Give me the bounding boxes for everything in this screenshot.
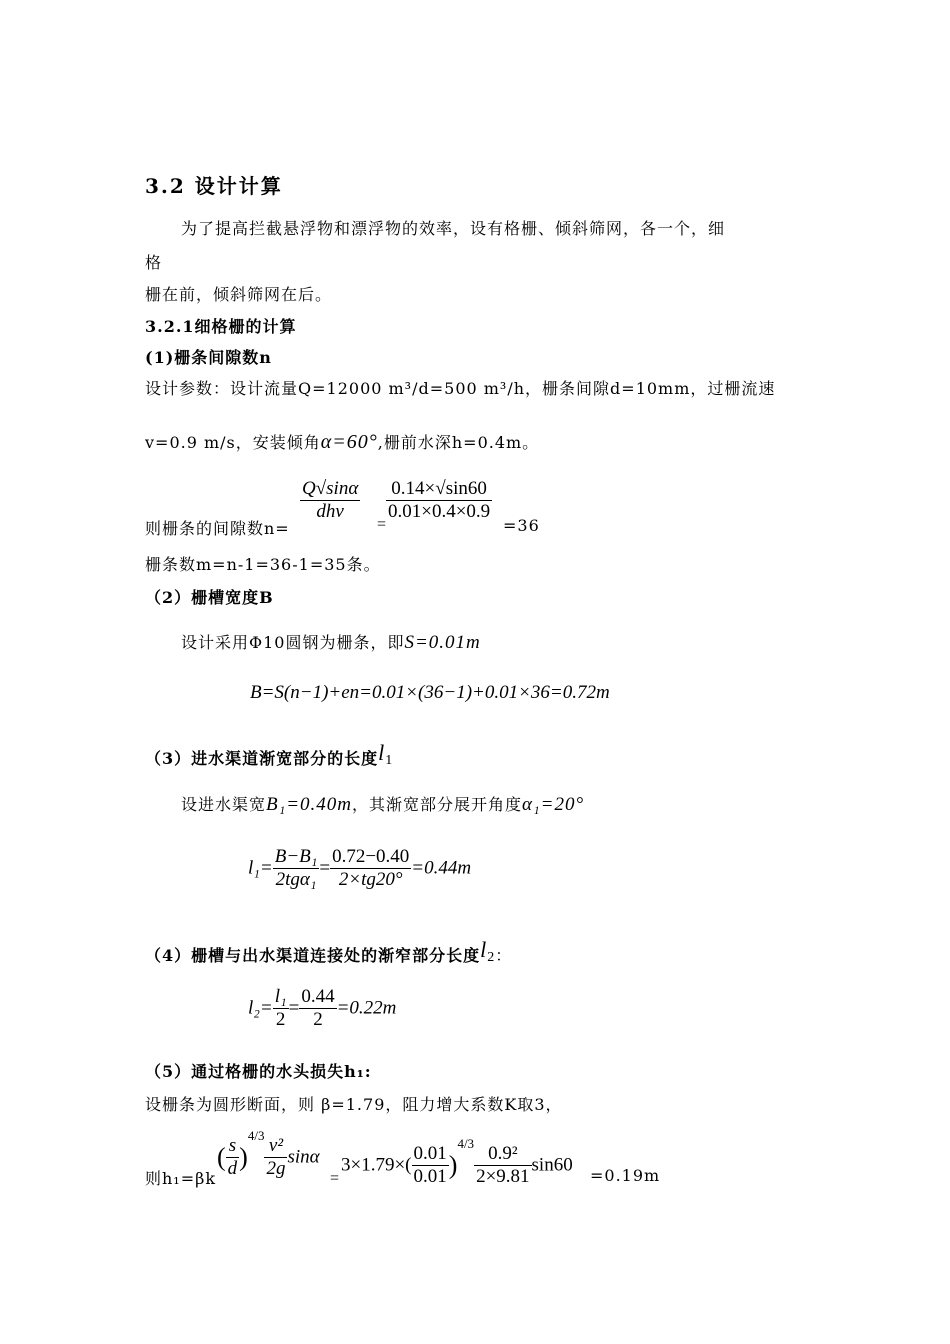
l1-result: =0.44m [411, 857, 472, 879]
l1-fraction-1 [273, 846, 320, 891]
intro-line-2: 格 [145, 253, 163, 272]
l1-equals: = [319, 857, 331, 879]
exponent-4-3-numeric: 4/3 [457, 1136, 475, 1151]
l2-lhs: l₂= [248, 997, 273, 1019]
l2-subscript: 2 [487, 950, 496, 965]
bar-count-line: 栅条数m=n-1=36-1=35条。 [145, 555, 381, 574]
outlet-heading-colon: ： [495, 946, 513, 965]
l2-num-2: 0.44 [301, 986, 335, 1007]
fraction-denominator: dhv [316, 501, 344, 522]
spread-angle-formula: α₁=20° [522, 794, 585, 815]
intro-line-3: 栅在前，倾斜筛网在后。 [145, 285, 333, 304]
bar-material-line [181, 630, 481, 654]
l1-num-2: 0.72−0.40 [332, 846, 410, 867]
l2-fraction-1 [273, 986, 289, 1031]
outlet-heading-text: （4）栅槽与出水渠道连接处的渐窄部分长度 [145, 946, 481, 965]
inlet-text-b: ，其渐宽部分展开角度 [352, 795, 523, 814]
exponent-4-3: 4/3 [247, 1128, 265, 1143]
section-title: 3.2 设计计算 [145, 174, 283, 198]
bar-shape-line: 设栅条为圆形断面，则 β=1.79，阻力增大系数K取3， [145, 1095, 563, 1114]
gap-count-label: 则栅条的间隙数n= [145, 519, 290, 538]
inlet-width-formula: B₁=0.40m [266, 794, 353, 815]
d-den: d [227, 1158, 238, 1180]
ratio-num: 0.01 [413, 1143, 447, 1165]
gap-count-formula [300, 478, 360, 523]
l1-fraction-2 [330, 846, 411, 891]
angle-formula: α=60° [320, 431, 378, 453]
l2-formula [248, 986, 396, 1031]
gap-equals: = [377, 516, 387, 533]
fraction-denominator-numeric: 0.01×0.4×0.9 [388, 501, 491, 522]
heading-outlet-narrowing [145, 937, 512, 966]
head-loss-general-formula: ( $\frac{s}{d}$ )$^{4/3}$ $\frac{\text{v²}}{2g}$ sinα [217, 1128, 320, 1180]
head-loss-numeric-formula: 3×1.79×( $\frac{0.01}{0.01}$ )$^{4/3}$ $\frac{\text{0.9²}}{2\times 9.81}$ sin60 [341, 1136, 573, 1188]
gap-count-result: =36 [503, 516, 540, 535]
intro-line-1: 为了提高拦截悬浮物和漂浮物的效率，设有格栅、倾斜筛网，各一个，细 [181, 219, 726, 238]
head-loss-equals: = [330, 1170, 340, 1187]
l2-symbol: l [480, 937, 488, 962]
l1-subscript: 1 [385, 753, 394, 768]
s-num: s [226, 1135, 240, 1158]
l1-den-2: 2×tg20° [338, 869, 403, 890]
bar-width-formula: S=0.01m [404, 632, 481, 653]
s-over-d [226, 1135, 240, 1180]
heading-inlet-widening [145, 740, 393, 769]
l2-den-1: 2 [275, 1009, 286, 1030]
heading-channel-width: （2）栅槽宽度B [145, 588, 274, 607]
inlet-text-a: 设进水渠宽 [181, 795, 267, 814]
v-squared-over-2g [264, 1135, 287, 1180]
head-loss-mid: 3×1.79×( [341, 1154, 412, 1176]
velocity-den: 2×9.81 [476, 1166, 530, 1188]
l2-fraction-2 [299, 986, 336, 1031]
l1-formula [248, 846, 471, 891]
fraction-numerator: Q√sinα [302, 478, 359, 499]
head-loss-result: =0.19m [590, 1166, 661, 1185]
params-text-b: ,栅前水深h=0.4m。 [377, 433, 540, 452]
v2-num: v² [264, 1135, 287, 1158]
sin-alpha: sinα [287, 1146, 320, 1168]
l2-result: =0.22m [336, 997, 397, 1019]
l1-num-1: B−B₁ [274, 846, 318, 867]
fraction-general [300, 478, 360, 523]
heading-gap-count: (1)栅条间隙数n [145, 348, 272, 367]
ratio-001 [412, 1143, 449, 1188]
gap-count-numeric [386, 478, 492, 523]
l2-num-1: l₁ [274, 986, 287, 1007]
fraction-numeric [386, 478, 492, 523]
l2-den-2: 2 [313, 1009, 323, 1030]
params-line-2 [145, 430, 539, 454]
bar-material-text: 设计采用Φ10圆钢为栅条，即 [181, 633, 405, 652]
channel-width-formula: B=S(n−1)+en=0.01×(36−1)+0.01×36=0.72m [250, 682, 610, 703]
l1-lhs: l₁= [248, 857, 273, 879]
design-params-line: 设计参数：设计流量Q=12000 m³/d=500 m³/h，栅条间隙d=10mm，过栅流速 [145, 379, 776, 398]
2g-den: 2g [266, 1158, 286, 1180]
params-text-a: v=0.9 m/s，安装倾角 [145, 433, 321, 452]
sin60: sin60 [531, 1154, 573, 1176]
ratio-den: 0.01 [413, 1166, 447, 1188]
l2-equals: = [288, 997, 300, 1019]
l1-den-1: 2tgα₁ [275, 869, 317, 890]
inlet-width-line [181, 792, 584, 816]
velocity-num: 0.9² [474, 1143, 531, 1166]
velocity-fraction [474, 1143, 531, 1188]
subsection-title: 3.2.1细格栅的计算 [145, 317, 297, 336]
inlet-heading-text: （3）进水渠道渐宽部分的长度 [145, 749, 379, 768]
l1-symbol: l [378, 740, 386, 765]
fraction-numerator-numeric: 0.14×√sin60 [386, 478, 492, 501]
head-loss-label: 则h₁=βk [145, 1169, 217, 1188]
heading-head-loss: （5）通过格栅的水头损失h₁: [145, 1062, 372, 1081]
